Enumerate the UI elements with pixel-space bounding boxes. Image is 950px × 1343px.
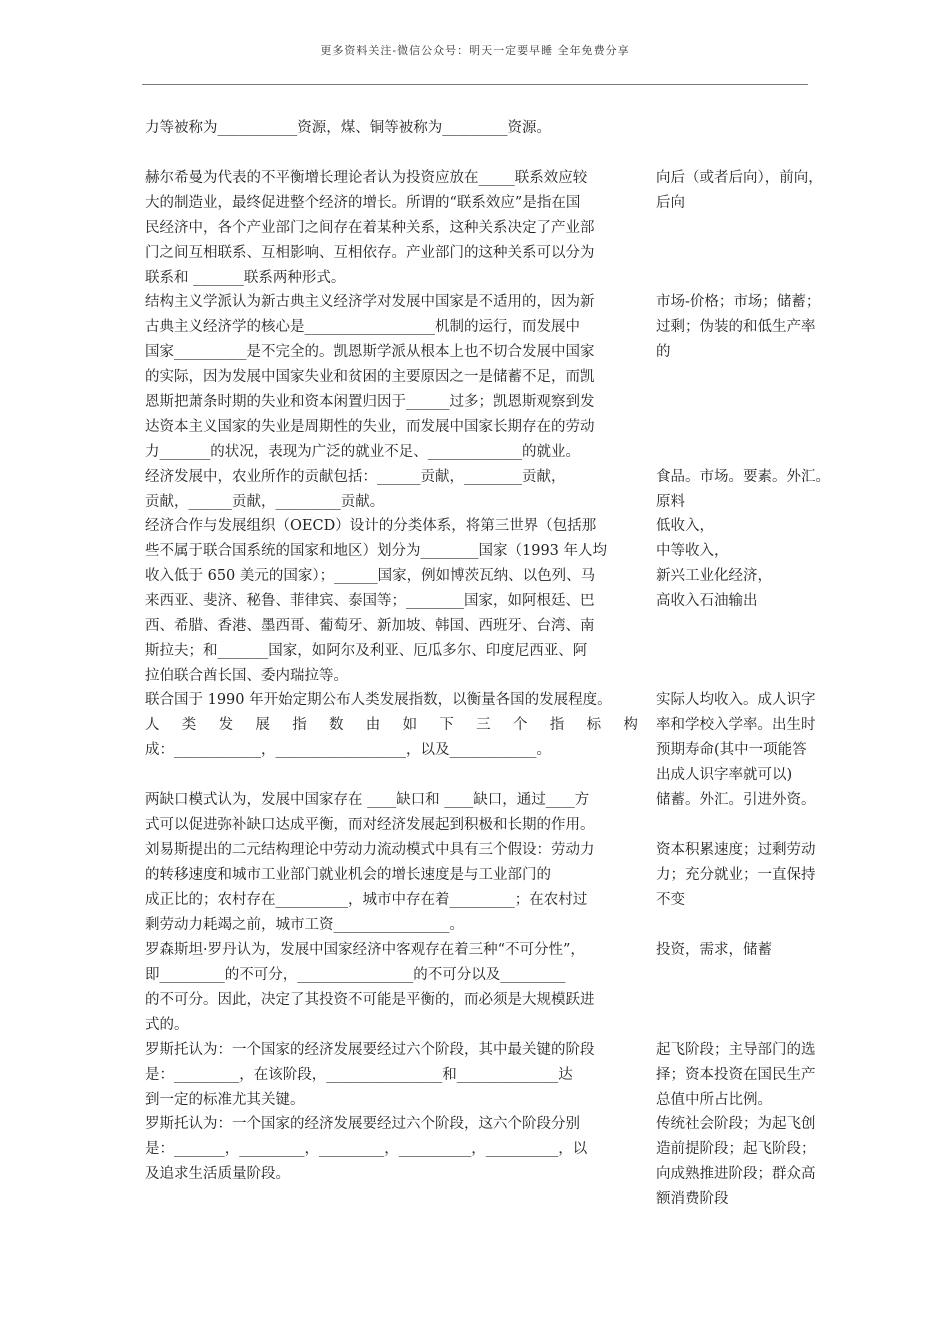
answer-7 — [656, 838, 834, 913]
question-line: 到一定的标准尤其关键。 — [145, 1092, 305, 1108]
answer-3 — [656, 465, 834, 515]
answer-line: 实际人均收入。成人识字 — [656, 692, 816, 708]
question-line: 即_________的不可分，________________的不可分以及_________ — [145, 967, 566, 983]
question-line: 成正比的；农村存在__________，城市中存在着_________；在农村过 — [145, 892, 588, 908]
answer-line: 过剩；伪装的和低生产率 — [656, 319, 816, 335]
header-divider — [142, 84, 808, 85]
question-line: 罗斯托认为：一个国家的经济发展要经过六个阶段，其中最关键的阶段 — [145, 1042, 595, 1058]
justified-char: 类 — [181, 717, 197, 733]
question-line: 罗森斯坦·罗丹认为，发展中国家经济中客观存在着三种“不可分性”， — [145, 942, 585, 958]
question-line: 国家__________是不完全的。凯恩斯学派从根本上也不切合发展中国家 — [145, 344, 595, 360]
question-line: 联合国于 1990 年开始定期公布人类发展指数，以衡量各国的发展程度。 — [145, 692, 612, 708]
question-line: 成：____________，__________________，以及____________。 — [145, 742, 551, 758]
answer-line: 率和学校入学率。出生时 — [656, 717, 816, 733]
question-line-justified — [145, 713, 638, 738]
question-line: 罗斯托认为：一个国家的经济发展要经过六个阶段，这六个阶段分别 — [145, 1116, 580, 1132]
question-line: 些不属于联合国系统的国家和地区）划分为________国家（1993 年人均 — [145, 543, 608, 559]
justified-char: 展 — [255, 717, 270, 733]
question-9 — [145, 1038, 638, 1113]
question-line: 民经济中，各个产业部门之间存在着某种关系，这种关系决定了产业部 — [145, 220, 595, 236]
question-line: 达资本主义国家的失业是周期性的失业，而发展中国家长期存在的劳动 — [145, 419, 595, 435]
question-line: 结构主义学派认为新古典主义经济学对发展中国家是不适用的，因为新 — [145, 294, 595, 310]
answer-line: 不变 — [656, 892, 685, 908]
answer-line: 低收入， — [656, 518, 714, 534]
question-0 — [145, 116, 638, 141]
justified-char: 数 — [328, 717, 344, 733]
question-line: 联系和 _______联系两种形式。 — [145, 270, 346, 286]
answer-line: 储蓄。外汇。引进外资。 — [656, 792, 816, 808]
answer-line: 后向 — [656, 195, 685, 211]
question-line: 西、希腊、香港、墨西哥、葡萄牙、新加坡、韩国、西班牙、台湾、南 — [145, 618, 595, 634]
question-line: 收入低于 650 美元的国家）；______国家，例如博茨瓦纳、以色列、马 — [145, 568, 596, 584]
question-line: 的转移速度和城市工业部门就业机会的增长速度是与工业部门的 — [145, 867, 551, 883]
justified-char: 标 — [586, 717, 602, 733]
justified-char: 三 — [476, 717, 491, 733]
question-6 — [145, 788, 638, 838]
question-line: 经济发展中，农业所作的贡献包括：______贡献，________贡献， — [145, 469, 566, 485]
question-line: 门之间互相联系、互相影响、互相依存。产业部门的这种关系可以分为 — [145, 245, 595, 261]
question-line: 大的制造业，最终促进整个经济的增长。所谓的“联系效应”是指在国 — [145, 195, 581, 211]
answer-line: 额消费阶段 — [656, 1191, 729, 1207]
answer-6 — [656, 788, 834, 813]
justified-char: 个 — [512, 717, 528, 733]
answer-line: 力；充分就业；一直保持 — [656, 867, 816, 883]
answer-2 — [656, 290, 834, 365]
answer-line: 传统社会阶段；为起飞创 — [656, 1116, 816, 1132]
justified-char: 如 — [402, 717, 418, 733]
question-line: 贡献，______贡献，_________贡献。 — [145, 494, 385, 510]
answer-line: 资本积累速度；过剩劳动 — [656, 842, 816, 858]
answer-line: 起飞阶段；主导部门的选 — [656, 1042, 816, 1058]
answer-line: 出成人识字率就可以) — [656, 767, 793, 783]
question-2 — [145, 290, 638, 465]
question-line: 的不可分。因此，决定了其投资不可能是平衡的，而必须是大规模跃进 — [145, 992, 595, 1008]
question-7 — [145, 838, 638, 938]
answer-line: 择；资本投资在国民生产 — [656, 1067, 816, 1083]
answer-line: 的 — [656, 344, 671, 360]
answer-line: 向成熟推进阶段；群众高 — [656, 1166, 816, 1182]
question-line: 是：_______，_________，_________，__________，__________，以 — [145, 1141, 588, 1157]
question-4 — [145, 514, 638, 689]
question-1 — [145, 166, 638, 291]
justified-char: 下 — [439, 717, 454, 733]
justified-char: 发 — [218, 717, 234, 733]
question-5 — [145, 688, 638, 763]
question-line: 及追求生活质量阶段。 — [145, 1166, 290, 1182]
answer-line: 新兴工业化经济， — [656, 568, 772, 584]
answer-5 — [656, 688, 834, 788]
answer-4 — [656, 514, 834, 614]
answer-9 — [656, 1038, 834, 1113]
answer-8 — [656, 938, 834, 963]
answer-10 — [656, 1112, 834, 1212]
question-line: 经济合作与发展组织（OECD）设计的分类体系，将第三世界（包括那 — [145, 518, 597, 534]
answer-line: 预期寿命(其中一项能答 — [656, 742, 807, 758]
justified-char: 指 — [292, 717, 307, 733]
page-header: 更多资料关注-微信公众号：明天一定要早睡 全年免费分享 — [320, 44, 630, 57]
answer-line: 高收入石油输出 — [656, 593, 758, 609]
justified-char: 由 — [365, 717, 381, 733]
question-line: 的实际，因为发展中国家失业和贫困的主要原因之一是储蓄不足，而凯 — [145, 369, 595, 385]
question-line: 力_______的状况，表现为广泛的就业不足、_____________的就业。 — [145, 444, 580, 460]
justified-char: 人 — [145, 717, 160, 733]
question-line: 是：_________，在该阶段，________________和______________达 — [145, 1067, 573, 1083]
question-line: 斯拉夫；和_______国家，如阿尔及利亚、厄瓜多尔、印度尼西亚、阿 — [145, 643, 588, 659]
answer-line: 原料 — [656, 494, 685, 510]
question-line: 恩斯把萧条时期的失业和资本闲置归因于______过多；凯恩斯观察到发 — [145, 394, 595, 410]
question-8 — [145, 938, 638, 1038]
answer-line: 造前提阶段；起飞阶段； — [656, 1141, 816, 1157]
question-line: 式可以促进弥补缺口达成平衡，而对经济发展起到积极和长期的作用。 — [145, 817, 595, 833]
question-line: 剩劳动力耗竭之前，城市工资________________。 — [145, 917, 464, 933]
question-line: 两缺口模式认为，发展中国家存在 ____缺口和 ____缺口，通过____方 — [145, 792, 590, 808]
answer-line: 总值中所占比例。 — [656, 1092, 772, 1108]
question-10 — [145, 1112, 638, 1187]
justified-char: 构 — [623, 717, 638, 733]
question-line: 拉伯联合酋长国、委内瑞拉等。 — [145, 668, 348, 684]
answer-line: 食品。市场。要素。外汇。 — [656, 469, 830, 485]
answer-line: 市场-价格；市场；储蓄； — [656, 294, 821, 310]
question-line: 刘易斯提出的二元结构理论中劳动力流动模式中具有三个假设：劳动力 — [145, 842, 595, 858]
answer-line: 向后（或者后向），前向， — [656, 170, 823, 186]
answer-line: 投资，需求，储蓄 — [656, 942, 772, 958]
question-line: 古典主义经济学的核心是__________________机制的运行，而发展中 — [145, 319, 580, 335]
answer-1 — [656, 166, 834, 216]
answer-line: 中等收入， — [656, 543, 729, 559]
question-line: 赫尔希曼为代表的不平衡增长理论者认为投资应放在_____联系效应较 — [145, 170, 588, 186]
question-3 — [145, 465, 638, 515]
question-line: 来西亚、斐济、秘鲁、菲律宾、泰国等；________国家，如阿根廷、巴 — [145, 593, 595, 609]
justified-char: 指 — [549, 717, 565, 733]
question-line: 力等被称为___________资源，煤、铜等被称为_________资源。 — [145, 120, 551, 136]
question-line: 式的。 — [145, 1017, 189, 1033]
